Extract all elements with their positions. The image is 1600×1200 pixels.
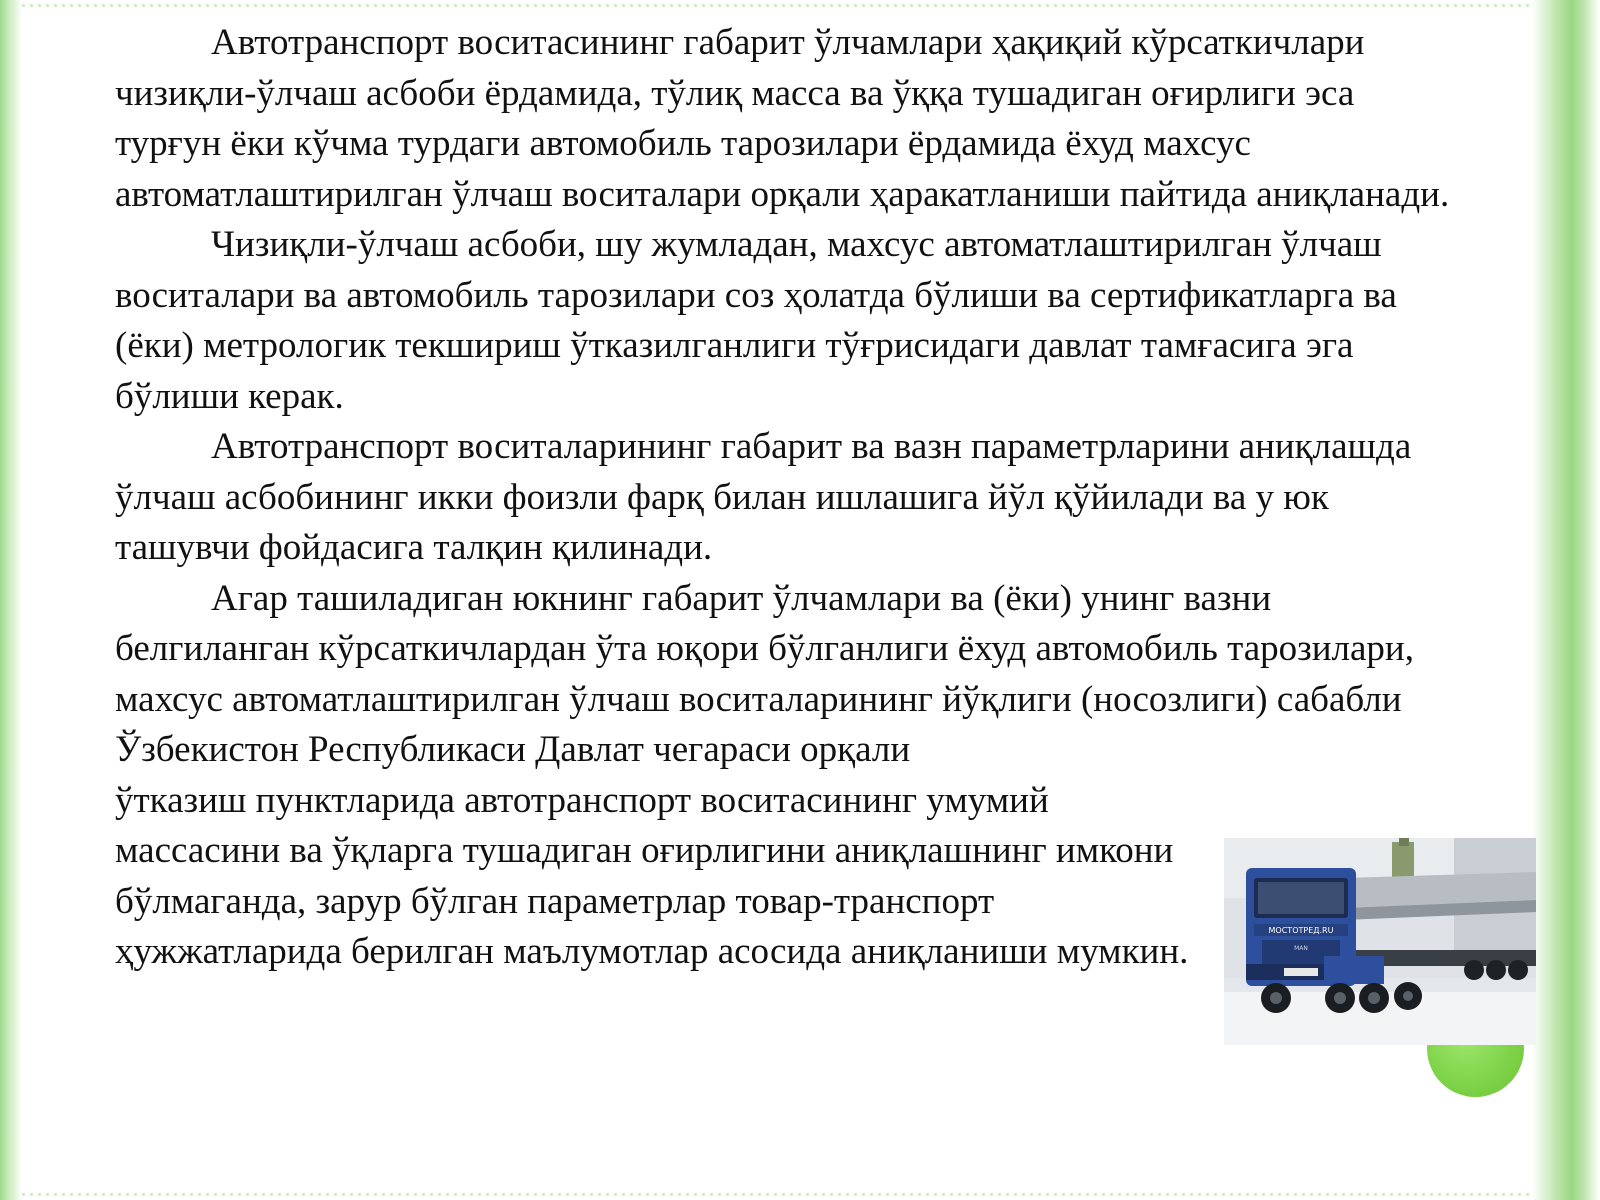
paragraph-1: Автотранспорт воситасининг габарит ўлчамлари ҳақиқий кўрсаткичлари чизиқли-ўлчаш асбоби ёрдамида, тўлиқ масса ва ўққа тушадиган оғирлиги эса турғун ёки кўчма турдаги автомобиль тарозилари ёрдамида ёхуд махсус автоматлаштирилган ўлчаш воситалари орқали ҳаракатланиши пайтида аниқланади. <box>115 22 1450 215</box>
paragraph-2: Чизиқли-ўлчаш асбоби, шу жумладан, махсус автоматлаштирилган ўлчаш воситалари ва автомобиль тарозилари соз ҳолатда бўлиши ва сертификатларга ва (ёки) метрологик текшириш ўтказилганлиги тўғрисидаги давлат тамғасига эга бўлиши керак. <box>115 224 1397 417</box>
truck-logo-text: МОСТОТРЕД.RU <box>1268 926 1334 935</box>
paragraph-4-top: Агар ташиладиган юкнинг габарит ўлчамлари ва (ёки) унинг вазни белгиланган кўрсаткичлардан ўта юқори бўлганлиги ёхуд автомобиль тарозилари, махсус автоматлаштирилган ўлчаш воситаларининг йўқлиги (носозлиги) сабабли Ўзбекистон Республикаси Давлат чегараси орқали <box>115 577 1414 770</box>
truck-illustration <box>1224 838 1536 1045</box>
truck-brand-text: MAN <box>1294 945 1308 952</box>
bottom-dotted-border <box>22 1193 1532 1196</box>
paragraph-3: Автотранспорт воситаларининг габарит ва вазн параметрларини аниқлашда ўлчаш асбобининг икки фоизли фарқ билан ишлашига йўл қўйилади ва у юк ташувчи фойдасига талқин қилинади. <box>115 426 1412 568</box>
truck-photo <box>1224 838 1536 1045</box>
slide-text <box>115 18 1465 978</box>
left-green-border <box>0 0 22 1200</box>
top-dotted-border <box>22 4 1532 7</box>
right-green-border <box>1532 0 1600 1200</box>
paragraph-4-bottom: ўтказиш пунктларида автотранспорт воситасининг умумий массасини ва ўқларга тушадиган оғирлигини аниқлашнинг имкони бўлмаганда, зарур бўлган параметрлар товар-транспорт ҳужжатларида берилган маълумотлар асосида аниқланиши мумкин. <box>115 779 1189 972</box>
